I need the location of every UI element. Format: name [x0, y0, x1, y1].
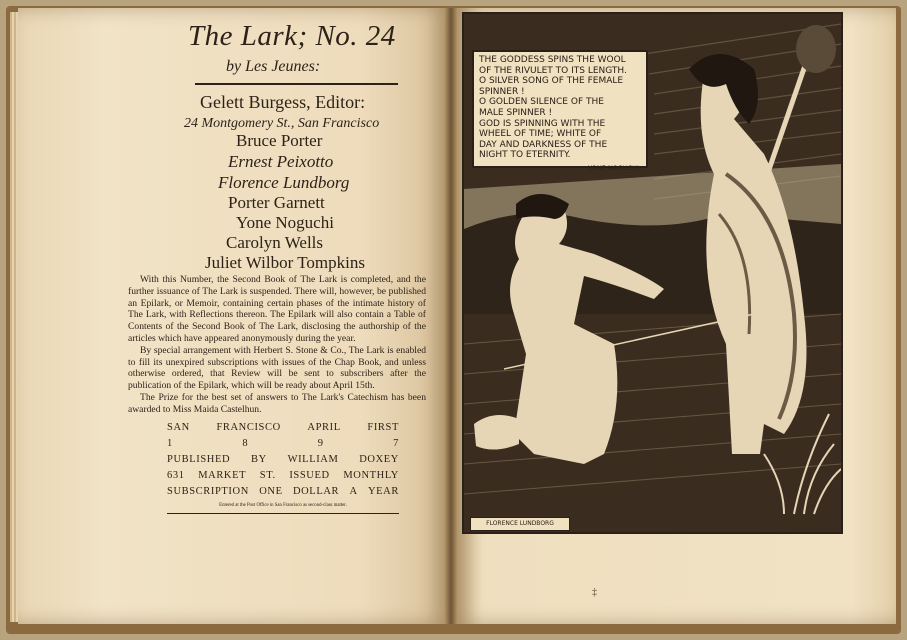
notice-paragraph: With this Number, the Second Book of The Lark is completed, and the further issuance of The Lark is suspended. There will, however, be published an Epilark, or Memoir, containing certain phases of the intimate history of The Lark, with Reflections thereon. The Epilark will also contain a Table of Contents of the Second Book of The Lark, disclosing the authorship of the articles which have appeared anonymously during the year.: [128, 274, 426, 344]
imprint-word: ST.: [259, 470, 276, 481]
poem-line: WHEEL OF TIME; WHITE OF: [479, 129, 602, 140]
poem-line: NIGHT TO ETERNITY.: [479, 150, 571, 161]
imprint-row: [167, 452, 399, 468]
byline: by Les Jeunes:: [226, 58, 321, 75]
poem-line: OF THE RIVULET TO ITS LENGTH.: [479, 65, 627, 76]
imprint-block: [167, 420, 399, 514]
imprint-word: 631: [167, 470, 185, 481]
page-mark: ‡: [592, 587, 597, 598]
imprint-rule: [167, 513, 399, 514]
imprint-word: ONE: [259, 486, 283, 497]
poem-line: SPINNER !: [479, 86, 525, 97]
poem-line: DAY AND DARKNESS OF THE: [479, 139, 608, 150]
notice-text: [128, 274, 426, 416]
contributor-name: Florence Lundborg: [218, 173, 350, 192]
contributor-name: Ernest Peixotto: [228, 152, 334, 171]
page-title: The Lark; No. 24: [188, 20, 396, 52]
imprint-word: ISSUED: [289, 470, 330, 481]
contributor-name: Yone Noguchi: [236, 213, 334, 232]
poem-line: MALE SPINNER !: [479, 107, 553, 118]
imprint-row: [167, 468, 399, 484]
imprint-word: SUBSCRIPTION: [167, 486, 249, 497]
contributor-name: Porter Garnett: [228, 193, 325, 212]
poem-box: [472, 50, 648, 172]
imprint-word: YEAR: [367, 486, 399, 497]
imprint-row: [167, 420, 399, 436]
imprint-word: FIRST: [367, 422, 399, 433]
contributor-name: Carolyn Wells: [226, 233, 324, 252]
imprint-word: 8: [242, 438, 249, 449]
imprint-word: 7: [393, 438, 399, 449]
artist-signature: FLORENCE LUNDBORG: [470, 517, 570, 531]
poem-line: GOD IS SPINNING WITH THE: [479, 118, 606, 129]
imprint-word: 9: [317, 438, 324, 449]
notice-paragraph: The Prize for the best set of answers to The Lark's Catechism has been awarded to Miss Maida Castelhun.: [128, 391, 426, 415]
entered-notice: Entered at the Post Office in San Francisco as second-class matter.: [219, 503, 347, 508]
imprint-word: APRIL: [307, 422, 341, 433]
notice-paragraph: By special arrangement with Herbert S. Stone & Co., The Lark is enabled to fill its unexpired subscriptions with issues of the Chap Book, and unless otherwise ordered, that Review will be sent to subscribers after the publication of the Epilark, which will be ready about April 15th.: [128, 344, 426, 392]
imprint-word: WILLIAM: [287, 454, 339, 465]
contributor-name: Juliet Wilbor Tompkins: [205, 253, 365, 272]
editor-line: Gelett Burgess, Editor:: [200, 92, 366, 112]
poem-author: YONE NOGUCHI.: [588, 163, 641, 172]
address-line: 24 Montgomery St., San Francisco: [184, 116, 380, 131]
imprint-word: BY: [250, 454, 267, 465]
contributor-name: Bruce Porter: [236, 131, 323, 150]
imprint-word: DOLLAR: [292, 486, 340, 497]
imprint-word: FRANCISCO: [216, 422, 281, 433]
poem-line: THE GODDESS SPINS THE WOOL: [479, 55, 626, 65]
imprint-word: MONTHLY: [343, 470, 399, 481]
imprint-word: 1: [167, 438, 173, 449]
imprint-word: MARKET: [198, 470, 247, 481]
poem-line: O GOLDEN SILENCE OF THE: [479, 97, 604, 108]
imprint-word: A: [349, 486, 358, 497]
imprint-row: [167, 436, 399, 452]
imprint-word: SAN: [167, 422, 190, 433]
poem-line: O SILVER SONG OF THE FEMALE: [479, 76, 624, 87]
title-rule: [195, 83, 398, 85]
imprint-word: DOXEY: [359, 454, 399, 465]
imprint-row: [167, 484, 399, 500]
book-gutter: [444, 8, 458, 624]
imprint-word: PUBLISHED: [167, 454, 231, 465]
